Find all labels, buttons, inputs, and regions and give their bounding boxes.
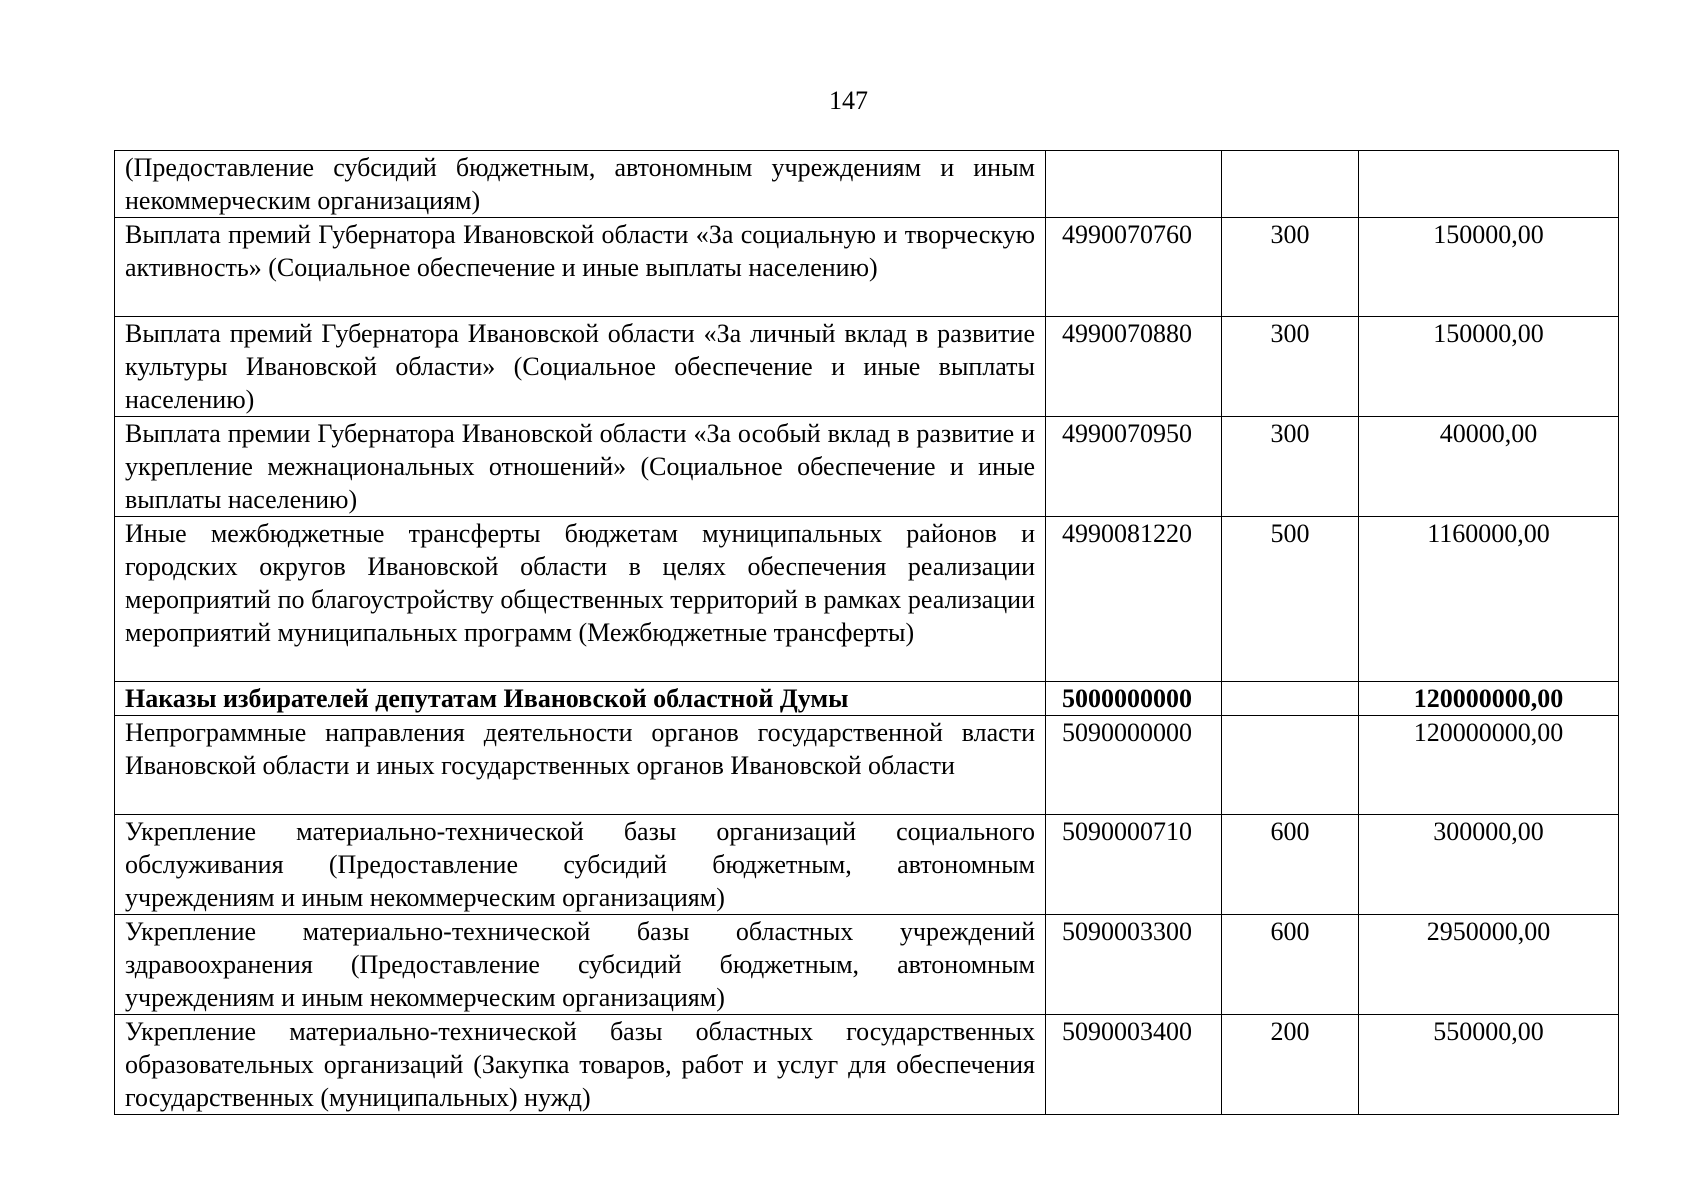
row-expense-type: 300 <box>1222 417 1359 517</box>
row-code: 5090000000 <box>1046 716 1222 815</box>
row-expense-type: 200 <box>1222 1015 1359 1115</box>
table-row <box>115 1015 1619 1115</box>
row-expense-type: 300 <box>1222 218 1359 317</box>
row-expense-type: 600 <box>1222 915 1359 1015</box>
row-expense-type: 500 <box>1222 517 1359 682</box>
row-sum: 1160000,00 <box>1359 517 1619 682</box>
row-name: Непрограммные направления деятельности органов государственной власти Ивановской области и иных государственных органов Ивановской области <box>115 716 1046 815</box>
table-row <box>115 517 1619 682</box>
row-code: 5090003300 <box>1046 915 1222 1015</box>
row-sum: 150000,00 <box>1359 317 1619 417</box>
row-code: 5090000710 <box>1046 815 1222 915</box>
page-number: 147 <box>829 86 868 115</box>
table-row <box>115 716 1619 815</box>
table-row-section <box>115 682 1619 716</box>
row-name: (Предоставление субсидий бюджетным, автономным учреждениям и иным некоммерческим организациям) <box>115 151 1046 218</box>
row-code: 5090003400 <box>1046 1015 1222 1115</box>
row-name: Иные межбюджетные трансферты бюджетам муниципальных районов и городских округов Ивановской области в целях обеспечения реализации мероприятий по благоустройству общественных территорий в рамках реализации мероприятий муниципальных программ (Межбюджетные трансферты) <box>115 517 1046 682</box>
row-code: 5000000000 <box>1046 682 1222 716</box>
row-sum: 120000000,00 <box>1359 716 1619 815</box>
row-sum: 2950000,00 <box>1359 915 1619 1015</box>
row-sum: 150000,00 <box>1359 218 1619 317</box>
row-code: 4990070760 <box>1046 218 1222 317</box>
table-row <box>115 218 1619 317</box>
row-name: Наказы избирателей депутатам Ивановской областной Думы <box>115 682 1046 716</box>
table-row <box>115 417 1619 517</box>
row-code: 4990081220 <box>1046 517 1222 682</box>
row-code: 4990070950 <box>1046 417 1222 517</box>
row-code: 4990070880 <box>1046 317 1222 417</box>
table-row <box>115 317 1619 417</box>
table-row <box>115 915 1619 1015</box>
row-code <box>1046 151 1222 218</box>
row-expense-type: 600 <box>1222 815 1359 915</box>
row-name: Укрепление материально-технической базы областных государственных образовательных организаций (Закупка товаров, работ и услуг для обеспечения государственных (муниципальных) нужд) <box>115 1015 1046 1115</box>
row-expense-type <box>1222 682 1359 716</box>
row-expense-type <box>1222 716 1359 815</box>
row-name: Укрепление материально-технической базы областных учреждений здравоохранения (Предоставление субсидий бюджетным, автономным учреждениям и иным некоммерческим организациям) <box>115 915 1046 1015</box>
row-expense-type <box>1222 151 1359 218</box>
row-name: Укрепление материально-технической базы организаций социального обслуживания (Предоставление субсидий бюджетным, автономным учреждениям и иным некоммерческим организациям) <box>115 815 1046 915</box>
row-name: Выплата премий Губернатора Ивановской области «За личный вклад в развитие культуры Ивановской области» (Социальное обеспечение и иные выплаты населению) <box>115 317 1046 417</box>
row-name: Выплата премии Губернатора Ивановской области «За особый вклад в развитие и укрепление межнациональных отношений» (Социальное обеспечение и иные выплаты населению) <box>115 417 1046 517</box>
row-sum <box>1359 151 1619 218</box>
budget-table <box>114 150 1619 1115</box>
row-sum: 300000,00 <box>1359 815 1619 915</box>
row-sum: 550000,00 <box>1359 1015 1619 1115</box>
row-sum: 120000000,00 <box>1359 682 1619 716</box>
row-sum: 40000,00 <box>1359 417 1619 517</box>
row-expense-type: 300 <box>1222 317 1359 417</box>
table-row <box>115 151 1619 218</box>
row-name: Выплата премий Губернатора Ивановской области «За социальную и творческую активность» (Социальное обеспечение и иные выплаты населению) <box>115 218 1046 317</box>
table-row <box>115 815 1619 915</box>
